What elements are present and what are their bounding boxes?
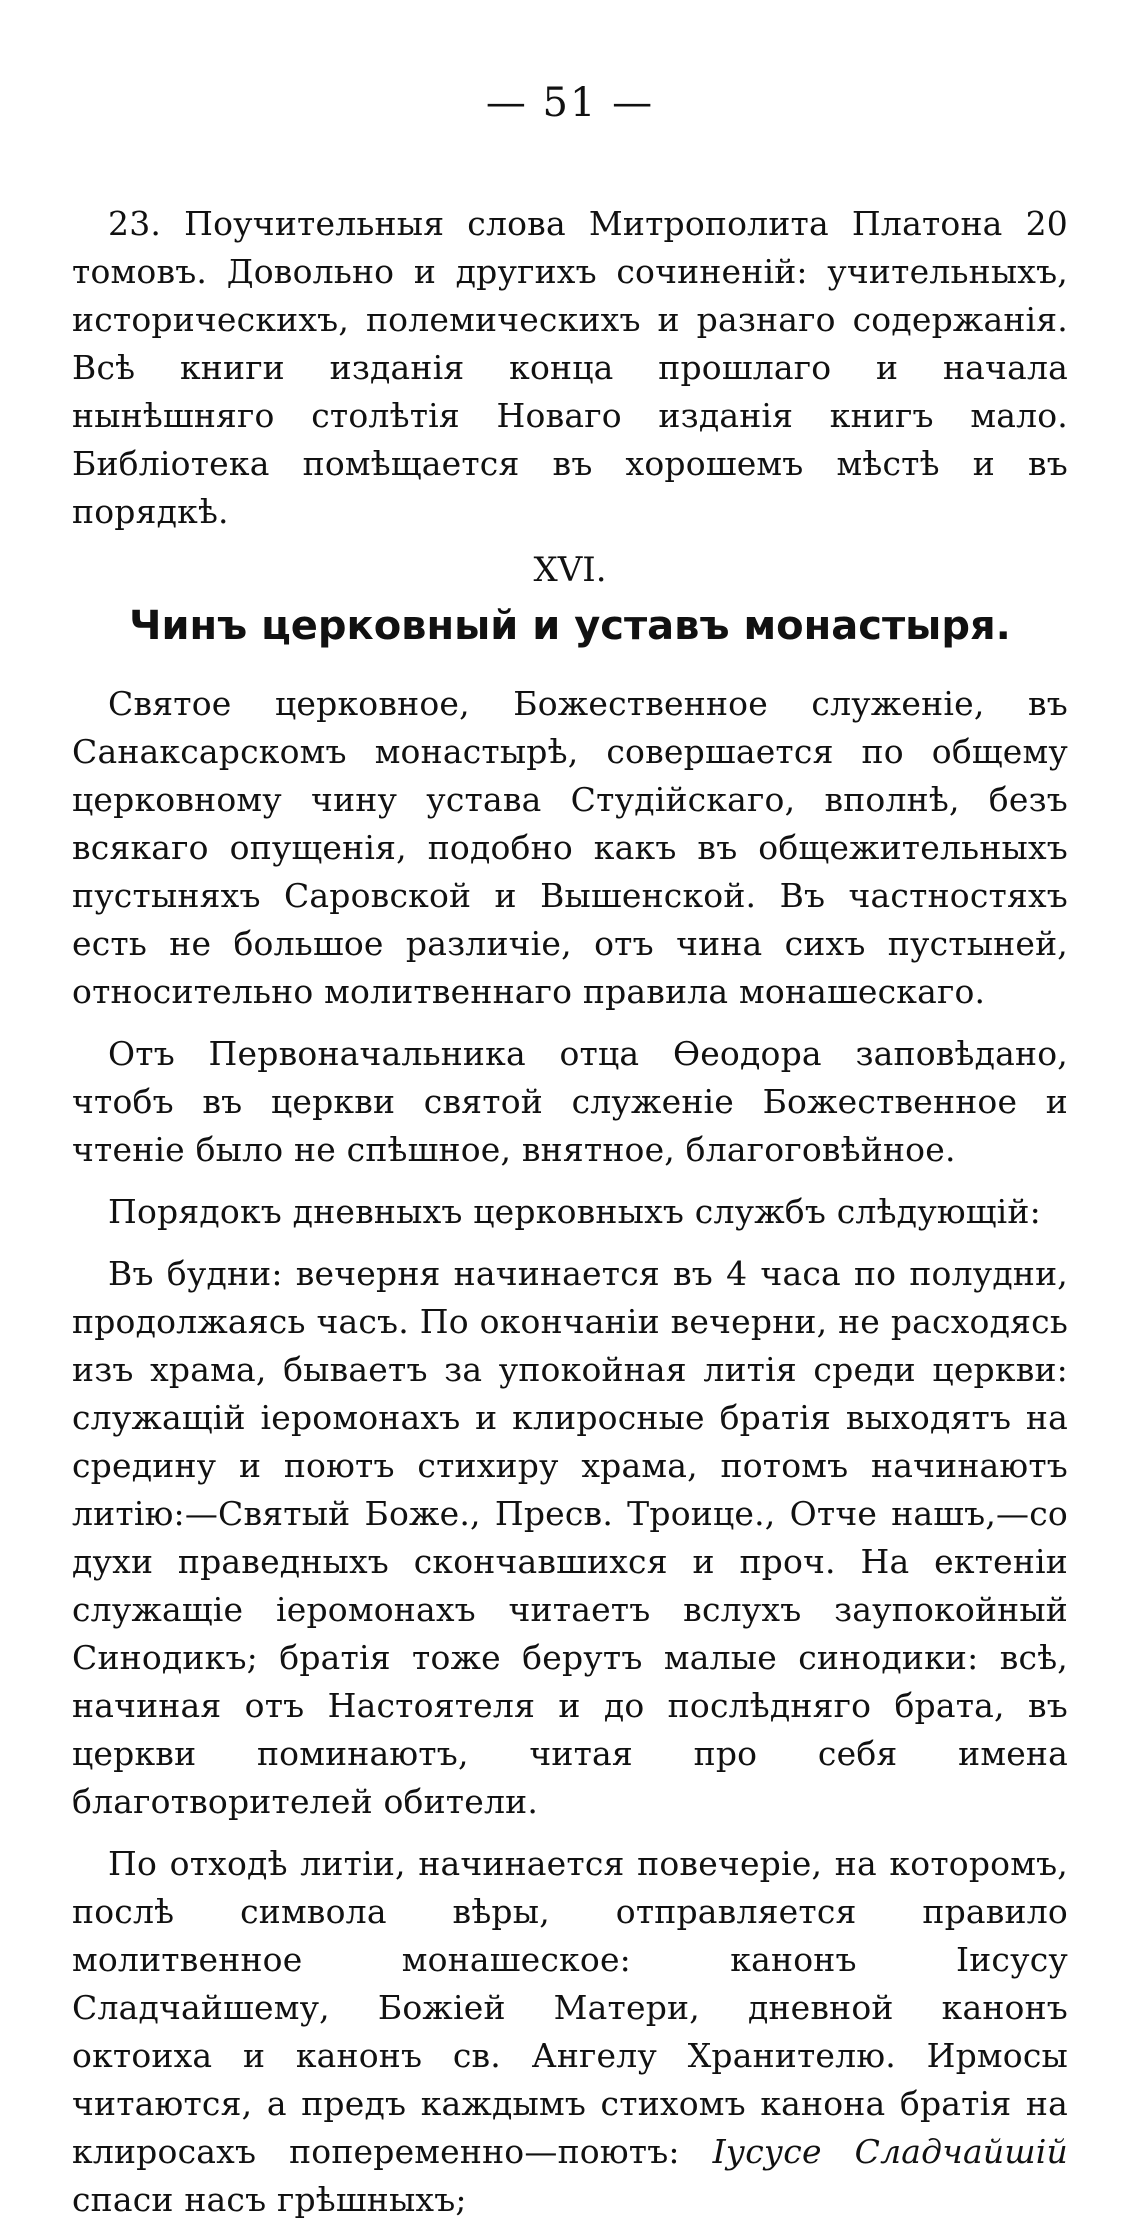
compline-text-end: спаси насъ грѣшныхъ;	[72, 2180, 467, 2219]
section-title: Чинъ церковный и уставъ монастыря.	[129, 603, 1011, 649]
paragraph-founder-instruction: Отъ Первоначальника отца Ѳеодора заповѣдано, чтобъ въ церкви святой служеніе Божественное и чтеніе было не спѣшное, внятное, благоговѣйное.	[72, 1034, 1068, 1169]
intro-paragraph: 23. Поучительныя слова Митрополита Платона 20 томовъ. Довольно и другихъ сочиненій: учительныхъ, историческихъ, полемическихъ и разнаго содержанія. Всѣ книги изданія конца прошлаго и начала нынѣшняго столѣтія Новаго изданія книгъ мало. Библіотека помѣщается въ хорошемъ мѣстѣ и въ порядкѣ.	[72, 204, 1068, 531]
section-number: XVI.	[533, 550, 607, 590]
italic-prayer: Іусусе Сладчайшій	[712, 2132, 1068, 2171]
compline-text: По отходѣ литіи, начинается повечеріе, на которомъ, послѣ символа вѣры, отправляется правило молитвенное монашеское: канонъ Іисусу Сладчайшему, Божіей Матери, дневной канонъ октоиха и канонъ св. Ангелу Хранителю. Ирмосы читаются, а предъ каждымъ стихомъ канона братія на клиросахъ попеременно—поютъ:	[72, 1844, 1068, 2171]
paragraph-compline	[72, 1840, 1068, 2224]
paragraph-weekday-vespers: Въ будни: вечерня начинается въ 4 часа по полудни, продолжаясь часъ. По окончаніи вечерни, не расходясь изъ храма, бываетъ за упокойная литія среди церкви: служащій іеромонахъ и клиросные братія выходятъ на средину и поютъ стихиру храма, потомъ начинаютъ литію:—Святый Боже., Пресв. Троице., Отче нашъ,—со духи праведныхъ скончавшихся и проч. На ектеніи служащіе іеромонахъ читаетъ вслухъ заупокойный Синодикъ; братія тоже берутъ малые синодики: всѣ, начиная отъ Настоятеля и до послѣдняго брата, въ церкви поминаютъ, читая про себя имена благотворителей обители.	[72, 1254, 1068, 1821]
paragraph-service-order: Святое церковное, Божественное служеніе, въ Санаксарскомъ монастырѣ, совершается по общему церковному чину устава Студійскаго, вполнѣ, безъ всякаго опущенія, подобно какъ въ общежительныхъ пустыняхъ Саровской и Вышенской. Въ частностяхъ есть не большое различіе, отъ чина сихъ пустыней, относительно молитвеннаго правила монашескаго.	[72, 684, 1068, 1011]
paragraph-daily-order-heading: Порядокъ дневныхъ церковныхъ службъ слѣдующій:	[108, 1192, 1041, 1231]
text-column	[72, 200, 1068, 2224]
page-number: — 51 —	[485, 80, 655, 126]
